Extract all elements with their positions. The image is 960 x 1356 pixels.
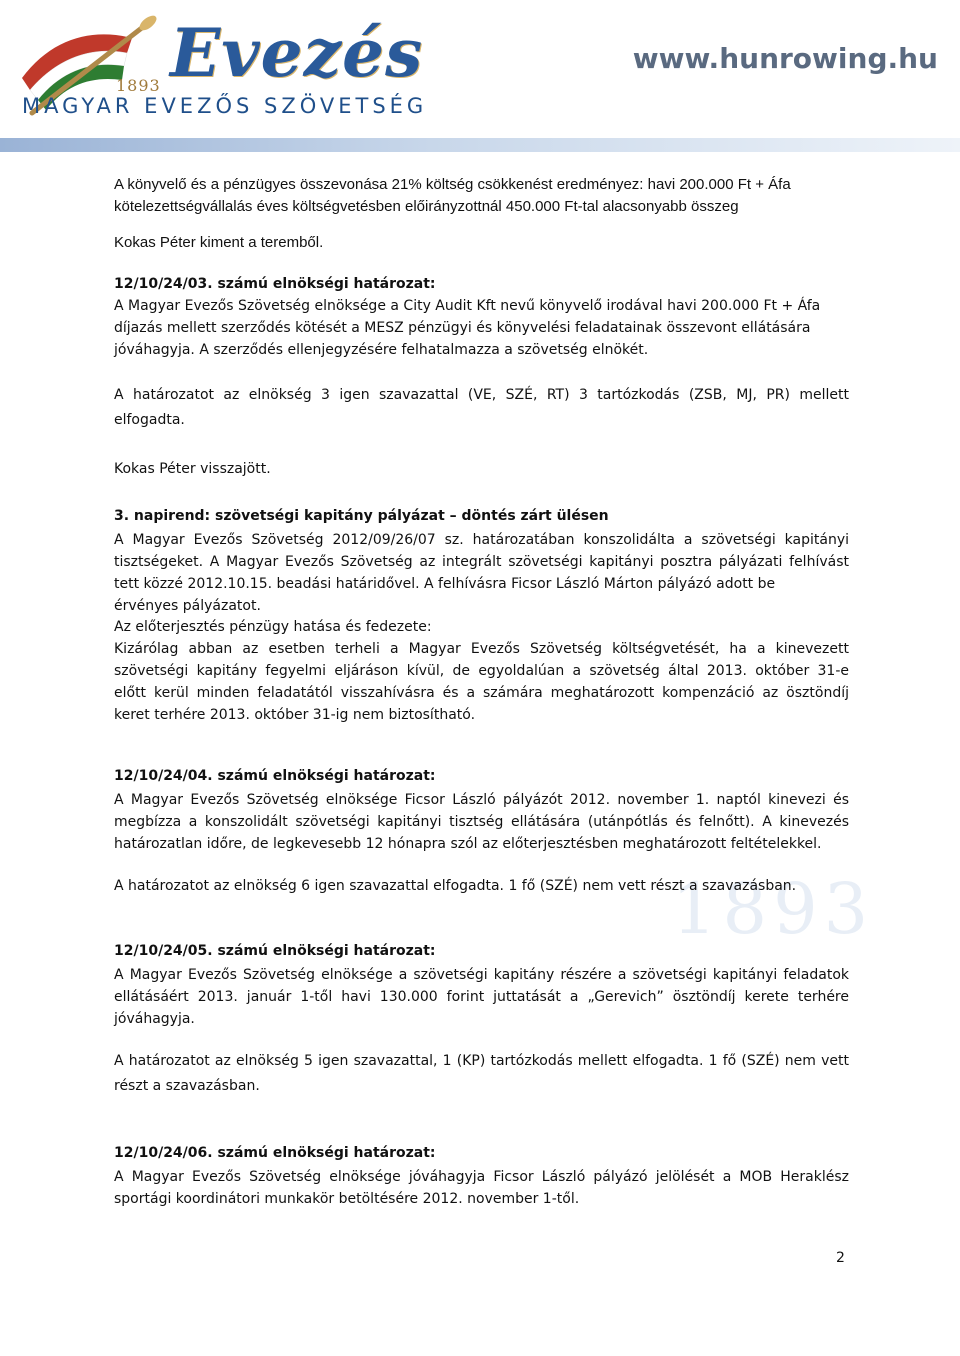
text-line: díjazás mellett szerződés kötését a MESZ pénzügyi és könyvelési feladatainak összevont ellátására: [114, 320, 811, 336]
vote-line: elfogadta.: [114, 412, 185, 428]
text-line: szövetségi kapitány fegyelmi eljáráson kívül, de egyoldalúan a szövetség által 2013. október 31-e: [114, 663, 849, 679]
vote-line: A határozatot az elnökség 3 igen szavazattal (VE, SZÉ, RT) 3 tartózkodás (ZSB, MJ, PR) mellett: [114, 387, 849, 403]
text-line: tisztségeket. A Magyar Evezős Szövetség az integrált szövetségi kapitányi posztra pályázati felhívást: [114, 554, 849, 570]
text-line: Az előterjesztés pénzügy hatása és fedezete:: [114, 619, 432, 635]
letterhead: [0, 0, 960, 150]
text-line: Kokas Péter kiment a teremből.: [114, 234, 324, 251]
brand-subtitle: MAGYAR EVEZŐS SZÖVETSÉG: [22, 94, 428, 118]
text-line: jóváhagyja. A szerződés ellenjegyzésére felhatalmazza a szövetség elnökét.: [114, 342, 649, 358]
brand-name: Evezés: [170, 14, 424, 92]
resolution-heading: 12/10/24/03. számú elnökségi határozat:: [114, 276, 436, 292]
header-divider: [0, 138, 960, 152]
text-line: érvényes pályázatot.: [114, 598, 261, 614]
resolution-heading: 12/10/24/04. számú elnökségi határozat:: [114, 768, 436, 784]
text-line: tett közzé 2012.10.15. beadási határidővel. A felhívásra Ficsor László Márton pályázó adott be: [114, 576, 776, 592]
text-line: sportági koordinátori munkakör betöltésére 2012. november 1-től.: [114, 1191, 580, 1207]
text-line: Kokas Péter visszajött.: [114, 461, 271, 477]
text-line: keret terhére 2013. október 31-ig nem biztosítható.: [114, 707, 476, 723]
text-line: A könyvelő és a pénzügyes összevonása 21% költség csökkenést eredményez: havi 200.000 Ft + Áfa: [114, 176, 791, 193]
text-line: határozatlan időre, de legkevesebb 12 hónapra szól az előterjesztésben meghatározott feltételekkel.: [114, 836, 822, 852]
text-line: A Magyar Evezős Szövetség elnöksége Ficsor László pályázót 2012. november 1. naptól kinevezi és: [114, 792, 849, 808]
text-line: A Magyar Evezős Szövetség elnöksége a City Audit Kft nevű könyvelő irodával havi 200.000 Ft + Áfa: [114, 298, 821, 314]
text-line: A Magyar Evezős Szövetség elnöksége a szövetségi kapitány részére a szövetségi kapitányi feladatok: [114, 967, 849, 983]
vote-line: A határozatot az elnökség 5 igen szavazattal, 1 (KP) tartózkodás mellett elfogadta. 1 fő (SZÉ) nem vett: [114, 1053, 849, 1069]
website-link[interactable]: www.hunrowing.hu: [632, 42, 938, 75]
watermark-year: 1893: [672, 868, 875, 950]
vote-line: részt a szavazásban.: [114, 1078, 260, 1094]
text-line: ellátásáért 2013. január 1-től havi 130.000 forint juttatását a „Gerevich” ösztöndíj kerete terhére: [114, 989, 849, 1005]
text-line: jóváhagyja.: [114, 1011, 195, 1027]
resolution-heading: 12/10/24/05. számú elnökségi határozat:: [114, 943, 436, 959]
text-line: A Magyar Evezős Szövetség 2012/09/26/07 sz. határozatában konszolidálta a szövetségi kapitányi: [114, 532, 849, 548]
text-line: megbízza a konszolidált szövetségi kapitányi tisztség ellátására (utánpótlás és felnőtt). A kinevezés: [114, 814, 849, 830]
resolution-heading: 12/10/24/06. számú elnökségi határozat:: [114, 1145, 436, 1161]
brand-year: 1893: [116, 76, 161, 95]
agenda-heading: 3. napirend: szövetségi kapitány pályázat – döntés zárt ülésen: [114, 508, 609, 524]
text-line: A Magyar Evezős Szövetség elnöksége jóváhagyja Ficsor László pályázó jelölését a MOB Heraklész: [114, 1169, 849, 1185]
page-number: 2: [836, 1250, 845, 1266]
text-line: kötelezettségvállalás éves költségvetésben előirányzottnál 450.000 Ft-tal alacsonyabb összeg: [114, 198, 739, 215]
text-line: előtt kerül minden feladatától visszahívásra és a számára meghatározott kompenzáció az ösztöndíj: [114, 685, 849, 701]
text-line: Kizárólag abban az esetben terheli a Magyar Evezős Szövetség költségvetését, ha a kinevezett: [114, 641, 849, 657]
vote-line: A határozatot az elnökség 6 igen szavazattal elfogadta. 1 fő (SZÉ) nem vett részt a szavazásban.: [114, 878, 797, 894]
